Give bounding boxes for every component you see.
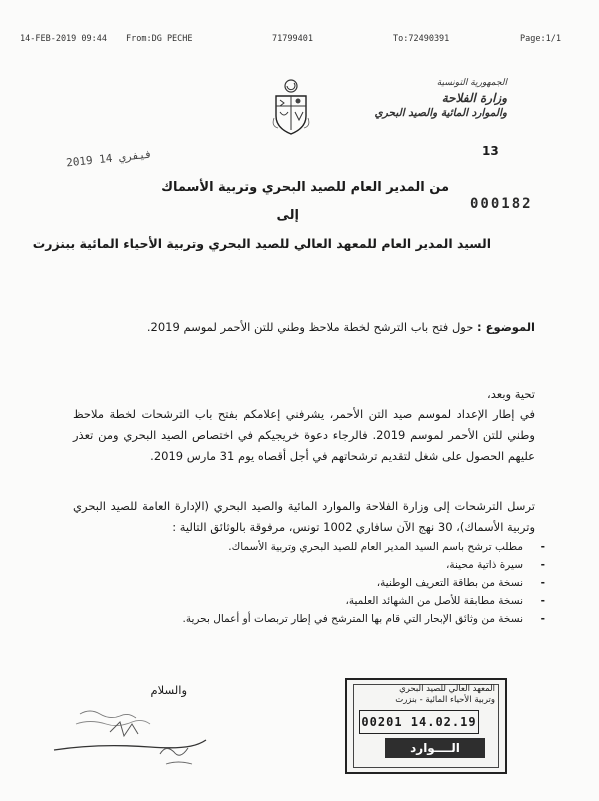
signature: [50, 700, 210, 770]
ministry-letterhead: [374, 76, 507, 121]
receipt-stamp-org-line1: المعهد العالي للصيد البحري: [399, 684, 495, 694]
subject-line: [35, 320, 535, 334]
fax-to: To:72490391: [393, 34, 450, 44]
to-word: إلى: [276, 208, 299, 223]
reference-number: 13: [482, 144, 499, 158]
greeting: تحية وبعد،: [487, 387, 535, 401]
list-item: نسخة من بطاقة التعريف الوطنية، -: [103, 574, 523, 592]
ministry-name-line2: والموارد المائية والصيد البحري: [374, 107, 507, 119]
receipt-stamp-org-line2: وتربية الأحياء المائية - بنزرت: [395, 695, 495, 705]
ministry-name-line1: وزارة الفلاحة: [441, 91, 507, 105]
subject-text: حول فتح باب الترشح لخطة ملاحظ وطني للتن الأحمر لموسم 2019.: [146, 320, 474, 334]
sender-line: من المدير العام للصيد البحري وتربية الأسماك: [161, 180, 449, 195]
closing: والسلام: [150, 683, 187, 697]
coat-of-arms-emblem: [270, 78, 312, 138]
fax-from: From:DG PECHE: [126, 34, 193, 44]
body-paragraph-2: ترسل الترشحات إلى وزارة الفلاحة والموارد المائية والصيد البحري (الإدارة العامة للصيد البحري وتربية الأسماك)، 30 نهج الآن سافاري 1002 تونس، مرفوقة بالوثائق التالية :: [73, 499, 535, 534]
receipt-stamp-number: 00201 14.02.19: [359, 710, 479, 734]
reference-stamp: 000182: [470, 196, 533, 212]
fax-number: 71799401: [272, 34, 313, 44]
subject-label: الموضوع :: [477, 320, 535, 334]
required-documents-list: [103, 538, 523, 628]
body-paragraph-1: في إطار الإعداد لموسم صيد التن الأحمر، يشرفني إعلامكم بفتح باب الترشحات لخطة ملاحظ وطني للتن الأحمر لموسم 2019. فالرجاء دعوة خريجيكم في اختصاص الصيد البحري ومن تعذر عليهم الحصول على شغل لتقديم ترشحاتهم في أجل أقصاه يوم 31 مارس 2019.: [73, 407, 535, 463]
list-item: مطلب ترشح باسم السيد المدير العام للصيد البحري وتربية الأسماك. -: [103, 538, 523, 556]
receipt-stamp-org: [357, 684, 495, 706]
fax-page: Page:1/1: [520, 34, 561, 44]
date-stamp: 2019 فيفري 14: [65, 147, 153, 170]
receipt-stamp: [345, 678, 507, 774]
list-item: نسخة مطابقة للأصل من الشهائد العلمية، -: [103, 592, 523, 610]
list-item: سيرة ذاتية محينة، -: [103, 556, 523, 574]
recipient-line: السيد المدير العام للمعهد العالي للصيد البحري وتربية الأحياء المائية ببنزرت: [32, 236, 491, 251]
list-item: نسخة من وثائق الإبحار التي قام بها المترشح في إطار تربصات أو أعمال بحرية. -: [103, 610, 523, 628]
receipt-stamp-label: الــــوارد: [385, 738, 485, 758]
fax-datetime: 14-FEB-2019 09:44: [20, 34, 107, 44]
country-name: الجمهورية التونسية: [436, 78, 507, 88]
